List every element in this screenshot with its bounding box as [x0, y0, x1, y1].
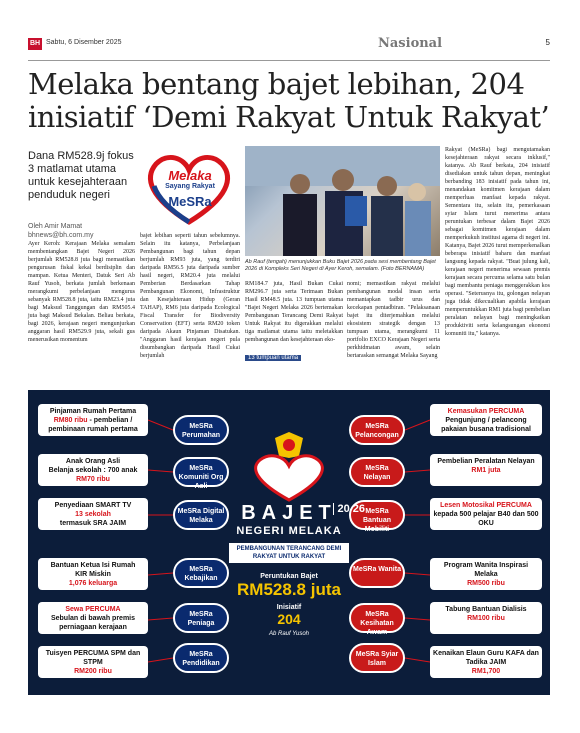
budget-infographic — [28, 390, 550, 695]
allocation-label: Peruntukan Bajet — [260, 573, 318, 580]
allocation-amount: RM528.8 juta — [237, 580, 341, 599]
budget-center-panel — [213, 430, 365, 680]
pill-pelancongan: MeSRa Pelancongan — [349, 415, 405, 445]
article-col-1: Ayer Keroh: Kerajaan Melaka semalam membentangkan Bajet Negeri 2026 berjumlah RM528.8 juta bagi memastikan pengurusan fiskal kekal berdisiplin dan mampan. Ketua Menteri, Datuk Seri Ab Rauf Yusoh, berkata jumlah berkenaan merangkumi perbelanjaan mengurus sebanyak RM528.8 juta, iaitu RM23.4 juta bagi Maksud Tanggungan dan RM505.4 juta bagi Maksud Bekalan. Beliau berkata, bagi 2026, kerajaan negeri mengunjurkan anggaran hasil RM529.9 juta, sekali gus menerusikan momentum — [28, 241, 135, 343]
box-text: Pengunjung / pelancong pakaian busana tradisional — [441, 417, 531, 433]
box-value: RM1 juta — [471, 467, 501, 474]
byline — [28, 222, 93, 240]
box-peralatan-nelayan — [430, 454, 542, 486]
section-label: Nasional — [378, 36, 443, 51]
logo-sayang: Sayang Rakyat — [165, 183, 215, 190]
pill-orang-asli: MeSRa Komuniti Org Asli — [173, 457, 229, 487]
box-elaun-guru — [430, 646, 542, 678]
box-value: 1,076 keluarga — [68, 580, 118, 587]
box-value: RM200 ribu — [74, 668, 112, 675]
headline: Melaka bentang bajet lebihan, 204 inisiatif ‘Demi Rakyat Untuk Rakyat’ — [28, 67, 550, 134]
page-number: 5 — [545, 38, 550, 47]
box-text: KIR Miskin — [75, 571, 111, 578]
box-title: Lesen Motosikal PERCUMA — [440, 502, 532, 509]
box-title: Penyediaan SMART TV — [54, 502, 132, 509]
box-title: Bantuan Ketua Isi Rumah — [50, 562, 136, 569]
box-title: Tabung Bantuan Dialisis — [445, 606, 527, 613]
signature: Ab Rauf Yusoh — [268, 631, 310, 637]
box-dialisis — [430, 602, 542, 634]
initiatives-label: Inisiatif — [276, 604, 302, 611]
box-sewa-percuma — [38, 602, 148, 634]
box-title: Sewa PERCUMA — [65, 606, 121, 613]
subhead-tag: 13 tumpuan utama — [245, 355, 301, 361]
pill-perumahan: MeSRa Perumahan — [173, 415, 229, 445]
box-text: Belanja sekolah : 700 anak — [48, 467, 138, 474]
box-value: Sebulan — [50, 615, 79, 622]
negeri-title: NEGERI MELAKA — [236, 525, 342, 537]
issue-date: Sabtu, 6 Disember 2025 — [46, 39, 122, 46]
pill-peniaga: MeSRa Peniaga — [173, 603, 229, 633]
pill-digital: MeSRa Digital Melaka — [173, 500, 229, 530]
box-tuisyen — [38, 646, 148, 678]
box-text: termasuk SRA JAIM — [59, 520, 127, 527]
page-header — [28, 36, 550, 58]
box-value: RM1,700 — [471, 668, 501, 675]
bh-logo: BH — [28, 38, 42, 50]
initiatives-count: 204 — [277, 611, 301, 627]
article-col-3-wrap — [245, 280, 343, 363]
article-col-4: nomi; memastikan rakyat melalui pembangunan modal insan serta memantapkan tadbir urus dan kecekapan pentadbiran. "Pelaksanaan bajet itu diterjemahkan melalui ekosistem strategik dengan 13 tumpuan utama, merangkumi 11 portfolio EXCO Kerajaan Negeri serta perkhidmatan awam, selain bertaraskan semangat Melaka Sayang — [347, 281, 440, 359]
pill-mobiliti: MeSRa Bantuan Mobiliti — [349, 500, 405, 530]
bajet-title: BAJET — [241, 502, 337, 524]
logo-mesra: MeSRa — [168, 194, 212, 209]
box-smart-tv — [38, 498, 148, 530]
box-title: Kemasukan PERCUMA — [447, 408, 525, 415]
pill-kesihatan: MeSRa Kesihatan Awam — [349, 603, 405, 633]
mesra-heart-icon — [244, 452, 334, 504]
box-title: Kenaikan Elaun Guru KAFA dan Tadika JAIM — [433, 650, 539, 666]
pill-wanita: MeSRa Wanita — [349, 558, 405, 588]
article-col-5: Rakyat (MeSRa) bagi mengutamakan kesejahteraan rakyat secara inklusif," katanya. Ab Rauf berkata, 204 inisiatif disediakan untuk tahun depan, meningkat berbanding 183 inisiatif pada tahun ini, menandakan komitmen kerajaan dalam memperluas manfaat kepada rakyat. Sementara itu, selain itu, pemerkasaan syiar Islam turut menerima antara peruntukan terbesar dalam Bajet 2026 sebagai komitmen kerajaan dalam memperkukuh institusi agama di negeri ini. Katanya, Bajet 2026 turut memperkenalkan beberapa inisiatif baharu dan manfaat langsung kepada rakyat. "Buat julung kali, kerajaan negeri menerima sewaan premis kerajaan secara percuma selama satu bulan bagi membantu peniaga menggerakkan kos operasi. "Seterusnya itu, golongan nelayan juga tidak dikecualikan apabila kerajaan memperuntukkan RM1 juta bagi pembelian peralatan nelayan bagi meningkatkan produktiviti serta kelangsungan ekonomi komuniti itu," katanya. — [445, 147, 550, 337]
budget-year: 20 26 — [333, 503, 365, 515]
news-photo — [245, 146, 440, 256]
article-col-2: bajet lebihan seperti tahun sebelumnya. Selain itu katanya, Perbelanjaan Pembangunan bagi tahun depan berjumlah RM93 juta, yang terdiri daripada RM56.5 juta daripada sumber hasil negeri, RM20.4 juta melalui Pemberian Berdasarkan Tahap Pembangunan Ekonomi, Infrastruktur dan Kesejahteraan Hidup (Geran TAHAP), RM6 juta daripada Ecological Fiscal Transfer for Biodiversity Conservation (EFT) serta RM20 token daripada Akaun Pinjaman Disatukan. "Anggaran hasil kerajaan negeri pula disumbangkan daripada Hasil Cukai berjumlah — [140, 233, 240, 359]
pill-pendidikan: MeSRa Pendidikan — [173, 643, 229, 673]
logo-melaka: Melaka — [168, 168, 212, 183]
box-value: kepada 500 pelajar B40 dan 500 OKU — [433, 511, 539, 527]
budget-theme: PEMBANGUNAN TERANCANG DEMI RAKYAT UNTUK RAKYAT — [229, 543, 349, 563]
box-orang-asli — [38, 454, 148, 486]
pill-nelayan: MeSRa Nelayan — [349, 457, 405, 487]
box-text: - pembelian / pembinaan rumah pertama — [48, 417, 138, 433]
box-title: Tuisyen PERCUMA SPM dan STPM — [45, 650, 141, 666]
box-ketua-isi-rumah — [38, 558, 148, 590]
author-name: Oleh Amir Mamat — [28, 223, 83, 230]
box-title: Anak Orang Asli — [65, 458, 121, 465]
mesra-logo — [140, 150, 238, 228]
box-title: Program Wanita Inspirasi Melaka — [443, 562, 529, 578]
box-pinjaman-rumah — [38, 404, 148, 436]
box-wanita-inspirasi — [430, 558, 542, 590]
divider — [28, 60, 550, 61]
box-title: Pinjaman Rumah Pertama — [49, 408, 137, 415]
box-lesen-motosikal — [430, 498, 542, 530]
box-value: 13 sekolah — [75, 511, 111, 518]
box-value: RM80 ribu — [53, 417, 88, 424]
box-value: RM500 ribu — [467, 580, 505, 587]
box-title: Pembelian Peralatan Nelayan — [437, 458, 535, 465]
article-col-3: RM184.7 juta, Hasil Bukan Cukai RM296.7 juta serta Terimaan Bukan Hasil RM48.5 juta. 13 tumpuan utama "Bajet Negeri Melaka 2026 bertemakan Pembangunan Terancang Demi Rakyat Untuk Rakyat itu digerakkan melalui tiga matlamat utama iaitu meletakkan pembangunan dan kesejahteraan eko- — [245, 281, 343, 343]
box-text: di bawah premis perniagaan kerajaan — [59, 615, 136, 631]
subheadline: Dana RM528.9j fokus 3 matlamat utama untuk kesejahteraan penduduk negeri — [28, 150, 134, 201]
photo-caption: Ab Rauf (tengah) menunjukkan Buku Bajet 2026 pada sesi membentang Bajet 2026 di Kompleks Seri Negeri di Ayer Keroh, semalam. (Foto BERNAMA) — [245, 259, 436, 272]
box-value: RM70 ribu — [76, 476, 110, 483]
box-kemasukan — [430, 404, 542, 436]
pill-kebajikan: MeSRa Kebajikan — [173, 558, 229, 588]
author-email: bhnews@bh.com.my — [28, 232, 94, 239]
pill-syiar-islam: MeSRa Syiar Islam — [349, 643, 405, 673]
box-value: RM100 ribu — [467, 615, 505, 622]
